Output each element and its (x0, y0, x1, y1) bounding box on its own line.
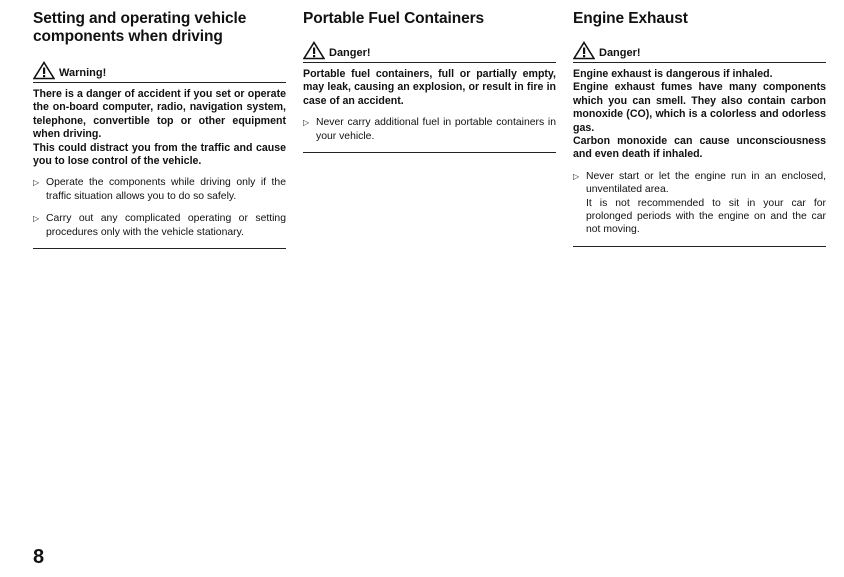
section-fuel-containers (303, 10, 556, 153)
warning-paragraph: There is a danger of accident if you set or operate the on-board computer, radio, navigation system, telephone, convertible top or other equipment when driving. (33, 88, 286, 141)
danger-paragraph: Carbon monoxide can cause unconsciousness and even death if inhaled. (573, 135, 826, 161)
warning-triangle-icon (303, 41, 325, 60)
section-end-rule (303, 152, 556, 153)
instruction-item (573, 170, 826, 237)
warning-text (33, 88, 286, 168)
danger-header (573, 40, 826, 63)
warning-paragraph: This could distract you from the traffic and cause you to lose control of the vehicle. (33, 141, 286, 168)
instruction-text: Never carry additional fuel in portable containers in your vehicle. (316, 117, 556, 142)
danger-paragraph: Portable fuel containers, full or partially empty, may leak, causing an explosion, or result in fire in case of an accident. (303, 68, 556, 107)
danger-paragraph: Engine exhaust fumes have many components which you can smell. They also contain carbon monoxide (CO), which is a colorless and odorless gas. (573, 81, 826, 134)
instruction-item (303, 116, 556, 143)
instruction-list (33, 176, 286, 239)
section-heading: Engine Exhaust (573, 10, 688, 27)
bullet-arrow-icon: ▷ (303, 118, 310, 128)
instruction-item (33, 212, 286, 239)
section-vehicle-components (33, 10, 286, 249)
page-number: 8 (33, 546, 45, 568)
instruction-text: Carry out any complicated operating or setting procedures only with the vehicle stationary. (46, 213, 286, 238)
section-heading: Portable Fuel Containers (303, 10, 485, 27)
instruction-item (33, 176, 286, 203)
instruction-list (303, 116, 556, 143)
danger-text (573, 68, 826, 162)
bullet-arrow-icon: ▷ (33, 214, 40, 224)
instruction-text: Never start or let the engine run in an enclosed, unventilated area. (586, 170, 826, 196)
warning-label: Warning! (59, 67, 107, 79)
warning-header (33, 60, 286, 83)
section-engine-exhaust (573, 10, 826, 247)
section-end-rule (33, 248, 286, 249)
instruction-list (573, 170, 826, 237)
danger-label: Danger! (599, 47, 641, 59)
warning-triangle-icon (33, 61, 55, 80)
instruction-text: It is not recommended to sit in your car for prolonged periods with the engine on and the car not moving. (586, 197, 826, 236)
instruction-text: Operate the components while driving only if the traffic situation allows you to do so safely. (46, 177, 286, 202)
bullet-arrow-icon: ▷ (33, 178, 40, 188)
warning-triangle-icon (573, 41, 595, 60)
section-heading: Setting and operating vehicle components when driving (33, 10, 247, 45)
danger-text (303, 68, 556, 108)
danger-label: Danger! (329, 47, 371, 59)
danger-header (303, 40, 556, 63)
bullet-arrow-icon: ▷ (573, 171, 580, 181)
section-end-rule (573, 246, 826, 247)
danger-paragraph: Engine exhaust is dangerous if inhaled. (573, 68, 773, 80)
